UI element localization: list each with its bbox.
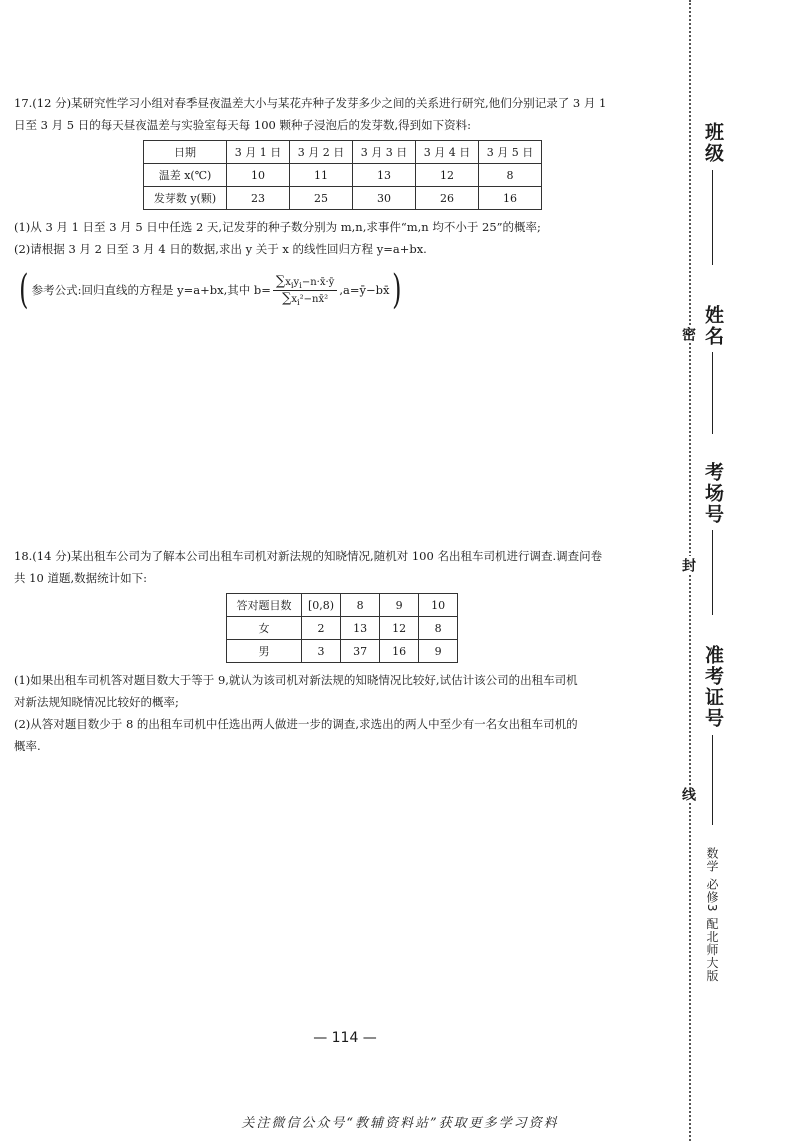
q18-part2-line2: 概率.	[14, 739, 41, 753]
q18-stem-line1: 18.(14 分)某出租车公司为了解本公司出租车司机对新法规的知晓情况,随机对 100 名出租车司机进行调查.调查问卷	[14, 549, 603, 563]
table-cell: [0,8)	[302, 594, 341, 617]
book-series-label: 数学 必修3 配北师大版	[705, 847, 719, 983]
right-paren: )	[392, 267, 402, 313]
seal-mark-xian: 线	[680, 787, 696, 801]
table-cell: 10	[419, 594, 458, 617]
table-cell: 3	[302, 640, 341, 663]
admission-id-label: 准考证号	[702, 645, 724, 729]
table-cell: 3 月 1 日	[227, 141, 290, 164]
page-number: — 114 —	[313, 1030, 377, 1046]
table-cell: 3 月 2 日	[290, 141, 353, 164]
q18-data-table	[226, 593, 458, 663]
q18-part2-line1: (2)从答对题目数少于 8 的出租车司机中任选出两人做进一步的调查,求选出的两人中至少有一名女出租车司机的	[14, 717, 578, 731]
table-row	[144, 187, 542, 210]
denominator-text: $x_i^2-nx̄^2$	[291, 293, 329, 307]
table-cell: 男	[227, 640, 302, 663]
formula-prefix: 参考公式:回归直线的方程是 y=a+bx,其中 b=	[31, 283, 271, 297]
table-cell: 3 月 4 日	[416, 141, 479, 164]
left-paren: (	[19, 267, 29, 313]
table-row	[227, 617, 458, 640]
table-row	[144, 141, 542, 164]
table-cell: 37	[341, 640, 380, 663]
table-cell: 日期	[144, 141, 227, 164]
table-cell: 13	[353, 164, 416, 187]
q17-data-table	[143, 140, 542, 210]
table-cell: 女	[227, 617, 302, 640]
seal-mark-mi: 密	[680, 327, 696, 341]
fraction-numerator: $\sum x_iy_i-n\cdot x̄\cdot ȳ$	[273, 274, 337, 291]
q17-part2: (2)请根据 3 月 2 日至 3 月 4 日的数据,求出 y 关于 x 的线性回归方程 y=a+bx.	[14, 242, 427, 256]
table-cell: 10	[227, 164, 290, 187]
table-row	[144, 164, 542, 187]
question-17	[14, 92, 676, 316]
name-fill-line[interactable]	[712, 352, 713, 434]
admission-id-fill-line[interactable]	[712, 735, 713, 825]
table-cell: 8	[419, 617, 458, 640]
exam-room-label: 考场号	[702, 462, 724, 525]
q17-stem-line2: 日至 3 月 5 日的每天昼夜温差与实验室每天每 100 颗种子浸泡后的发芽数,得到如下资料:	[14, 118, 472, 132]
table-cell: 2	[302, 617, 341, 640]
q18-part1-line1: (1)如果出租车司机答对题目数大于等于 9,就认为该司机对新法规的知晓情况比较好,试估计该公司的出租车司机	[14, 673, 578, 687]
table-cell: 8	[479, 164, 542, 187]
q17-part1: (1)从 3 月 1 日至 3 月 5 日中任选 2 天,记发芽的种子数分别为 m,n,求事件“m,n 均不小于 25”的概率;	[14, 220, 541, 234]
seal-mark-feng: 封	[680, 558, 696, 572]
regression-fraction	[273, 274, 337, 307]
table-cell: 30	[353, 187, 416, 210]
name-label: 姓名	[702, 305, 724, 347]
table-cell: 温差 x(℃)	[144, 164, 227, 187]
q17-stem-line1: 17.(12 分)某研究性学习小组对春季昼夜温差大小与某花卉种子发芽多少之间的关系进行研究,他们分别记录了 3 月 1	[14, 96, 607, 110]
table-cell: 13	[341, 617, 380, 640]
table-cell: 3 月 3 日	[353, 141, 416, 164]
reference-formula	[16, 264, 676, 316]
table-cell: 9	[380, 594, 419, 617]
table-cell: 12	[416, 164, 479, 187]
table-cell: 11	[290, 164, 353, 187]
question-18	[14, 545, 676, 757]
table-cell: 16	[479, 187, 542, 210]
class-fill-line[interactable]	[712, 170, 713, 265]
q18-stem-line2: 共 10 道题,数据统计如下:	[14, 571, 147, 585]
numerator-text: $x_iy_i-n\cdot x̄\cdot ȳ$	[285, 276, 335, 290]
table-cell: 26	[416, 187, 479, 210]
table-cell: 8	[341, 594, 380, 617]
table-cell: 3 月 5 日	[479, 141, 542, 164]
table-row	[227, 594, 458, 617]
table-cell: 25	[290, 187, 353, 210]
table-cell: 12	[380, 617, 419, 640]
table-cell: 答对题目数	[227, 594, 302, 617]
table-cell: 16	[380, 640, 419, 663]
class-label: 班级	[702, 122, 724, 164]
footer-watermark: 关注微信公众号“教辅资料站”获取更多学习资料	[241, 1116, 559, 1131]
table-cell: 发芽数 y(颗)	[144, 187, 227, 210]
fraction-denominator: $\sum x_i^2-nx̄^2$	[282, 290, 329, 307]
table-row	[227, 640, 458, 663]
table-cell: 9	[419, 640, 458, 663]
formula-suffix: ,a=ȳ−bx̄	[339, 283, 390, 297]
table-cell: 23	[227, 187, 290, 210]
exam-room-fill-line[interactable]	[712, 530, 713, 615]
q18-part1-line2: 对新法规知晓情况比较好的概率;	[14, 695, 179, 709]
